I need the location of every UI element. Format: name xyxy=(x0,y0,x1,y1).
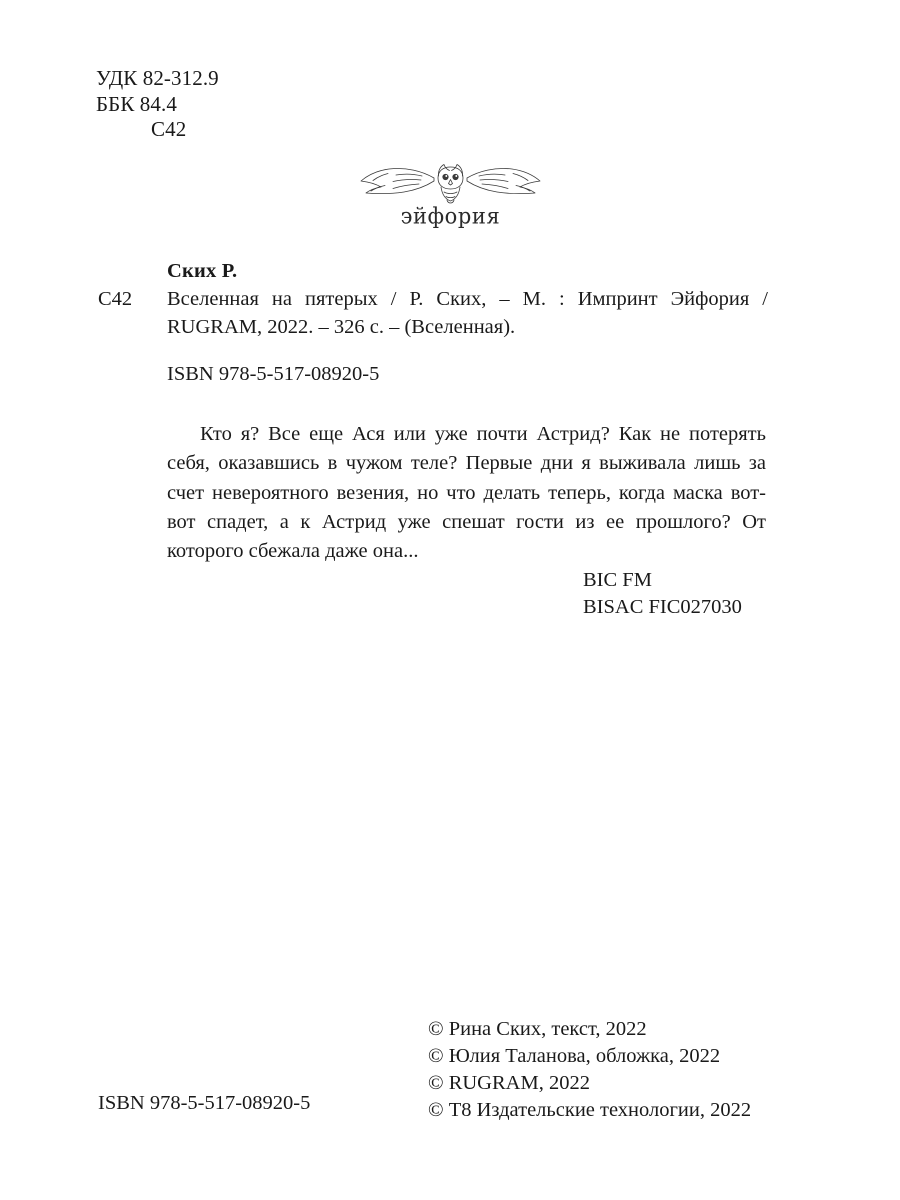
copyright-line: © RUGRAM, 2022 xyxy=(428,1072,590,1094)
bbk-code: ББК 84.4 xyxy=(96,91,177,116)
copyright-line: © Юлия Таланова, обложка, 2022 xyxy=(428,1045,721,1067)
copyright-block xyxy=(428,1016,751,1124)
copyright-line: © Рина Ских, текст, 2022 xyxy=(428,1018,647,1040)
publisher-logo xyxy=(358,163,543,231)
bibliographic-description xyxy=(98,258,768,341)
publisher-wordmark: эйфория xyxy=(400,203,501,229)
isbn-top: ISBN 978-5-517-08920-5 xyxy=(167,363,380,385)
copyright-line: © Т8 Издательские технологии, 2022 xyxy=(428,1099,752,1121)
classification-block xyxy=(96,66,219,143)
biblio-row xyxy=(98,286,768,341)
biblio-author-sign: С42 xyxy=(98,288,133,310)
biblio-author: Ских Р. xyxy=(167,260,238,282)
biblio-title-statement: Вселенная на пятерых / Р. Ских, – М. : Импринт Эйфория / RUGRAM, 2022. – 326 с. – (Вселенная). xyxy=(167,288,768,338)
isbn-bottom: ISBN 978-5-517-08920-5 xyxy=(98,1092,311,1114)
bisac-code: BISAC FIC027030 xyxy=(583,596,742,618)
subject-codes-block xyxy=(583,567,742,621)
author-sign-code: С42 xyxy=(151,117,187,141)
udk-code: УДК 82-312.9 xyxy=(96,66,219,90)
bic-code: BIC FM xyxy=(583,569,652,591)
annotation-text: Кто я? Все еще Ася или уже почти Астрид? Как не потерять себя, оказавшись в чужом теле? Первые дни я выживала лишь за счет невероятного везения, но что делать теперь, когда маска вот-вот спадет, а к Астрид уже спешат гости из ее прошлого? От которого сбежала даже она... xyxy=(167,423,766,563)
owl-with-spread-wings-icon xyxy=(358,163,543,207)
